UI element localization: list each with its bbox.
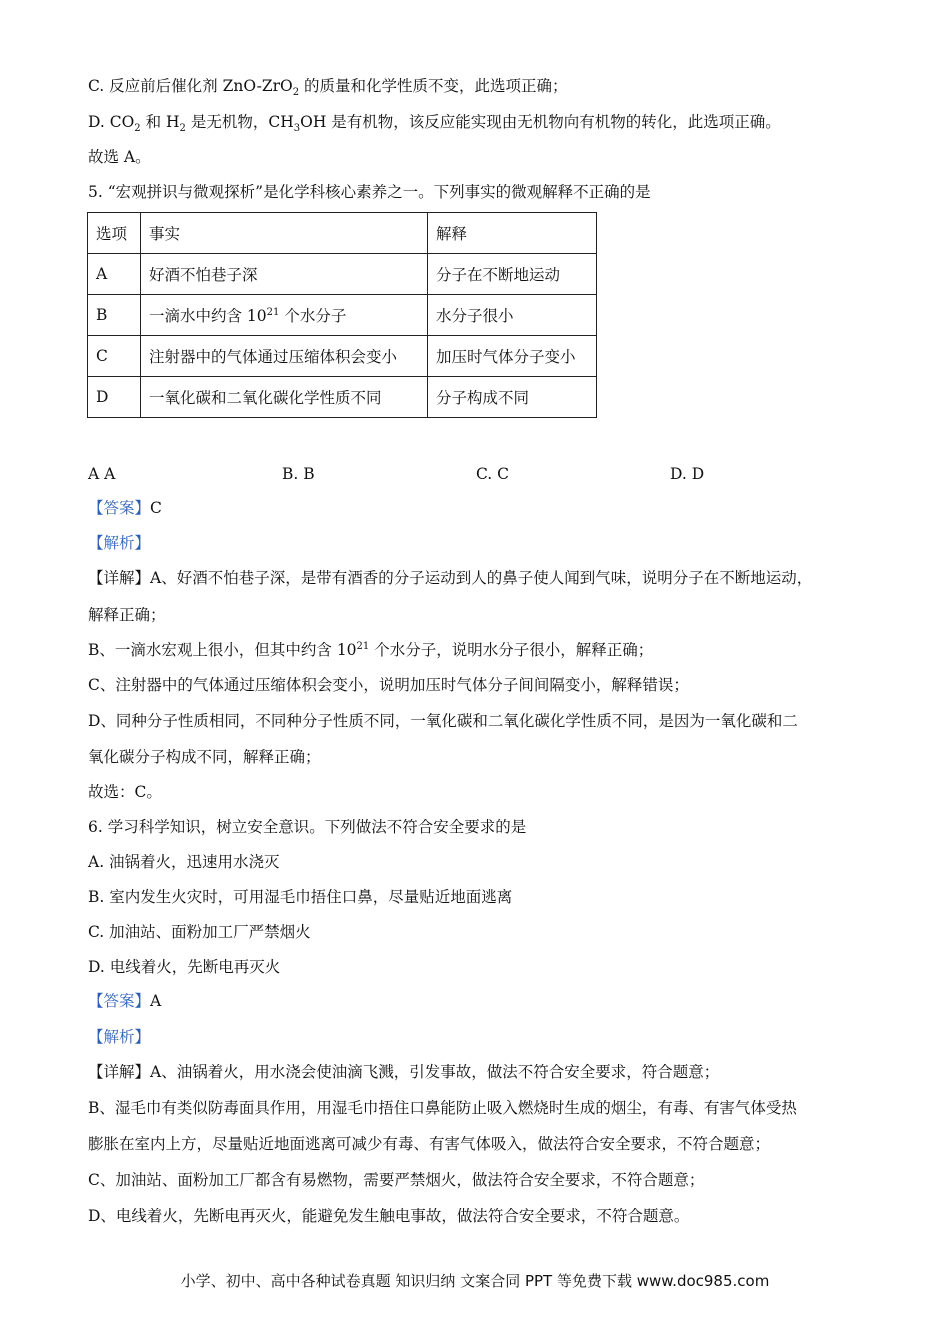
q5-detail-c: C、注射器中的气体通过压缩体积会变小，说明加压时气体分子间间隔变小，解释错误；: [88, 676, 689, 694]
q5-detail-d-cont: 氧化碳分子构成不同，解释正确；: [88, 748, 321, 766]
q6-stem: 6. 学习科学知识，树立安全意识。下列做法不符合安全要求的是: [88, 818, 527, 836]
row-option: B: [88, 295, 141, 336]
q6-option-a: A. 油锅着火，迅速用水浇灭: [88, 853, 280, 871]
q5-detail-a: 【详解】A、好酒不怕巷子深，是带有酒香的分子运动到人的鼻子使人闻到气味，说明分子在不断地运动，: [88, 569, 813, 587]
detail-label: 【详解】: [88, 1063, 151, 1081]
answer-label: 【答案】: [88, 499, 151, 517]
q6-analysis-label: 【解析】: [88, 1028, 151, 1046]
q6-option-c: C. 加油站、面粉加工厂严禁烟火: [88, 923, 311, 941]
header-explanation: 解释: [428, 213, 597, 254]
table-row: [88, 377, 597, 418]
row-fact: 好酒不怕巷子深: [141, 254, 428, 295]
detail-label: 【详解】: [88, 569, 151, 587]
q5-option-d: D. D: [670, 465, 705, 483]
option-d-explanation: D. $CO_2$ 和 $H_2$ 是无机物，$CH_3OH$ 是有机物，该反应能实现由无机物向有机物的转化，此选项正确。: [88, 113, 781, 135]
table-row: [88, 295, 597, 336]
header-fact: 事实: [141, 213, 428, 254]
q6-option-d: D. 电线着火，先断电再灭火: [88, 958, 281, 976]
q5-option-c: C. C: [476, 465, 510, 483]
row-option: D: [88, 377, 141, 418]
q5-option-a: A A: [88, 465, 116, 483]
q5-table: [87, 212, 597, 418]
q6-detail-c: C、加油站、面粉加工厂都含有易燃物，需要严禁烟火，做法符合安全要求，不符合题意；: [88, 1171, 705, 1189]
q5-stem: 5. “宏观拼识与微观探析”是化学科核心素养之一。下列事实的微观解释不正确的是: [88, 183, 651, 201]
q6-detail-a: 【详解】A、油锅着火，用水浇会使油滴飞溅，引发事故，做法不符合安全要求，符合题意；: [88, 1063, 720, 1081]
header-option: 选项: [88, 213, 141, 254]
q5-detail-b: B、一滴水宏观上很小，但其中约含 $10^{21}$ 个水分子，说明水分子很小，解释正确；: [88, 640, 654, 659]
row-fact: 注射器中的气体通过压缩体积会变小: [141, 336, 428, 377]
q6-answer: 【答案】A: [88, 992, 162, 1010]
table-row: [88, 336, 597, 377]
q5-detail-d: D、同种分子性质相同，不同种分子性质不同，一氧化碳和二氧化碳化学性质不同，是因为一氧化碳和二: [88, 712, 798, 730]
row-fact: 一滴水中约含 $10^{21}$ 个水分子: [141, 295, 428, 336]
q5-answer: 【答案】C: [88, 499, 162, 517]
row-option: A: [88, 254, 141, 295]
choose-a-line: 故选 A。: [88, 148, 151, 166]
row-fact: 一氧化碳和二氧化碳化学性质不同: [141, 377, 428, 418]
q6-option-b: B. 室内发生火灾时，可用湿毛巾捂住口鼻，尽量贴近地面逃离: [88, 888, 513, 906]
table-row: [88, 254, 597, 295]
row-explanation: 水分子很小: [428, 295, 597, 336]
row-explanation: 加压时气体分子变小: [428, 336, 597, 377]
row-option: C: [88, 336, 141, 377]
row-explanation: 分子构成不同: [428, 377, 597, 418]
q5-conclusion: 故选：C。: [88, 783, 162, 801]
q5-analysis-label: 【解析】: [88, 534, 151, 552]
q5-detail-a-cont: 解释正确；: [88, 606, 166, 624]
q5-option-b: B. B: [282, 465, 315, 483]
q6-detail-b-cont: 膨胀在室内上方，尽量贴近地面逃离可减少有毒、有害气体吸入，做法符合安全要求，不符合题意；: [88, 1135, 771, 1153]
option-c-explanation: C. 反应前后催化剂 ZnO-ZrO$_2$ 的质量和化学性质不变，此选项正确；: [88, 77, 568, 99]
table-header-row: [88, 213, 597, 254]
row-explanation: 分子在不断地运动: [428, 254, 597, 295]
page-footer: 小学、初中、高中各种试卷真题 知识归纳 文案合同 PPT 等免费下载 www.doc985.com: [180, 1272, 770, 1290]
q6-detail-b: B、湿毛巾有类似防毒面具作用，用湿毛巾捂住口鼻能防止吸入燃烧时生成的烟尘，有毒、有害气体受热: [88, 1099, 797, 1117]
q6-detail-d: D、电线着火，先断电再灭火，能避免发生触电事故，做法符合安全要求，不符合题意。: [88, 1207, 690, 1225]
answer-label: 【答案】: [88, 992, 151, 1010]
